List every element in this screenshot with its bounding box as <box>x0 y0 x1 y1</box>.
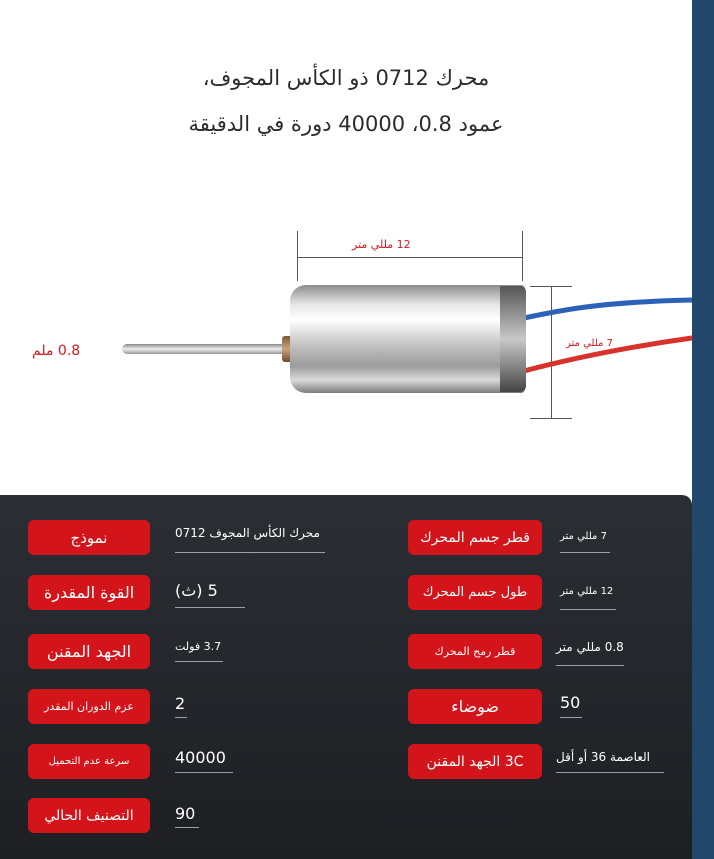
spec-underline <box>560 609 616 610</box>
spec-underline <box>175 827 199 828</box>
spec-value: 12 مللي متر <box>560 586 614 597</box>
shaft-dim-label: 0.8 ملم <box>32 343 81 359</box>
spec-value: 40000 <box>175 748 226 767</box>
spec-label: قطر رمح المحرك <box>408 634 542 669</box>
spec-value: 0.8 مللي متر <box>556 640 624 654</box>
spec-underline <box>556 772 664 773</box>
spec-value: 50 <box>560 693 581 712</box>
spec-value: 7 مللي متر <box>560 531 607 542</box>
spec-label: الجهد المقنن <box>28 634 150 669</box>
spec-underline <box>556 665 624 666</box>
specs-panel <box>0 495 692 859</box>
spec-label: طول جسم المحرك <box>408 575 542 610</box>
spec-label: سرعة عدم التحميل <box>28 744 150 779</box>
spec-underline <box>560 552 610 553</box>
spec-label: ضوضاء <box>408 689 542 724</box>
spec-label: القوة المقدرة <box>28 575 150 610</box>
product-title-line-1: محرك 0712 ذو الكأس المجوف، <box>202 66 490 90</box>
motor-body <box>290 285 525 393</box>
motor-shaft <box>122 344 284 354</box>
spec-label: 3C الجهد المقنن <box>408 744 542 779</box>
spec-underline <box>175 552 325 553</box>
spec-value: محرك الكأس المجوف 0712 <box>175 526 320 540</box>
spec-label: التصنيف الحالي <box>28 798 150 833</box>
product-title-line-2: عمود 0.8، 40000 دورة في الدقيقة <box>188 112 504 136</box>
diameter-dim-label: 7 مللي متر <box>566 338 613 349</box>
side-accent-bar <box>692 0 714 859</box>
spec-underline <box>175 717 187 718</box>
spec-value: 90 <box>175 804 196 823</box>
spec-value: 5 (ث) <box>175 581 218 600</box>
length-dim-label: 12 مللي متر <box>352 238 411 251</box>
spec-underline <box>560 717 582 718</box>
spec-underline <box>175 607 245 608</box>
spec-underline <box>175 661 223 662</box>
motor-end-cap <box>500 286 526 392</box>
spec-value: 2 <box>175 694 186 713</box>
spec-value: العاصمة 36 أو أقل <box>556 750 651 764</box>
spec-label: نموذج <box>28 520 150 555</box>
spec-label: عزم الدوران المقدر <box>28 689 150 724</box>
spec-underline <box>175 772 233 773</box>
spec-value: 3.7 فولت <box>175 640 222 653</box>
spec-label: قطر جسم المحرك <box>408 520 542 555</box>
